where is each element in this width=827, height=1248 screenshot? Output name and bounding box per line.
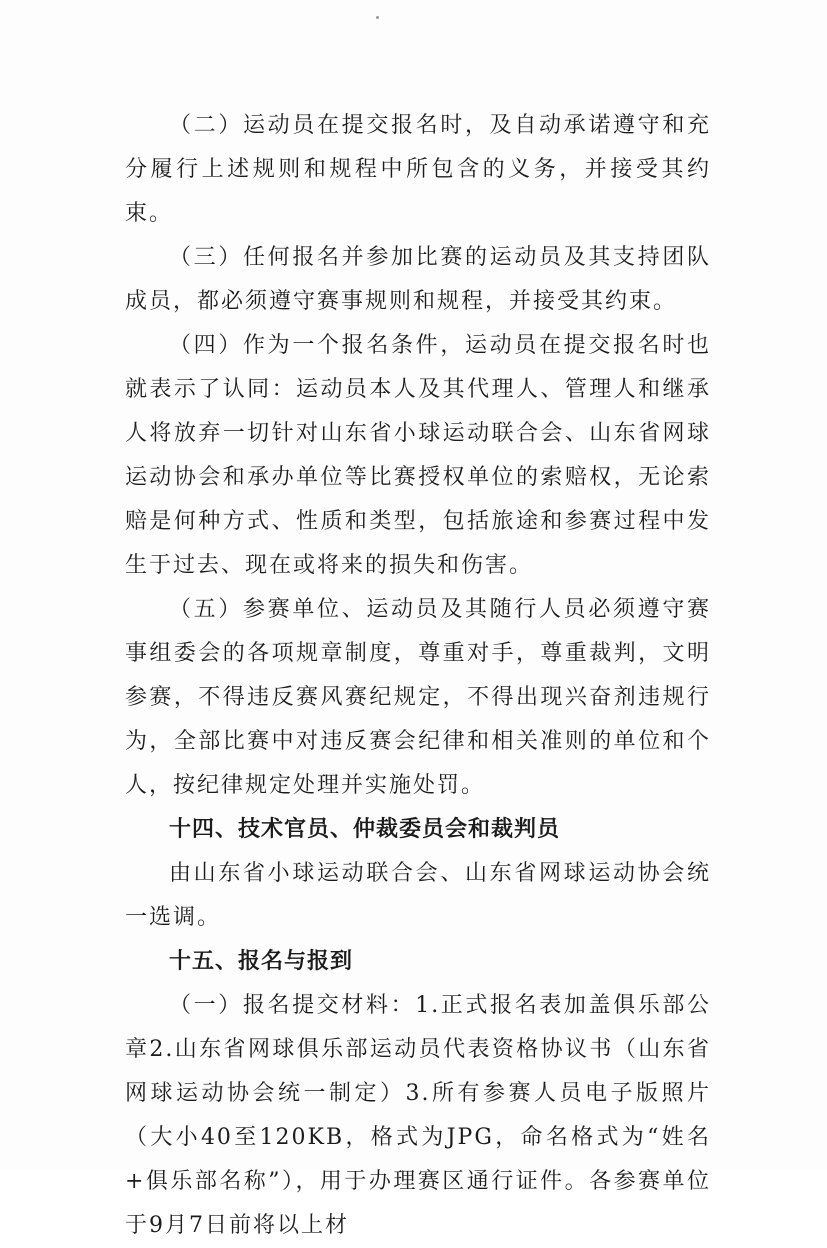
section-heading-15: 十五、报名与报到	[169, 949, 354, 974]
paragraph-4: （四）作为一个报名条件，运动员在提交报名时也就表示了认同：运动员本人及其代理人、管理人和继承人将放弃一切针对山东省小球运动联合会、山东省网球运动协会和承办单位等比赛授权单位的索赔权，无论索赔是何种方式、性质和类型，包括旅途和参赛过程中发生于过去、现在或将来的损失和伤害。	[125, 333, 711, 578]
section-heading-14: 十四、技术官员、仲裁委员会和裁判员	[169, 817, 561, 842]
paragraph-5: （五）参赛单位、运动员及其随行人员必须遵守赛事组委会的各项规章制度，尊重对手，尊重裁判，文明参赛，不得违反赛风赛纪规定，不得出现兴奋剂违规行为，全部比赛中对违反赛会纪律和相关准则的单位和个人，按纪律规定处理并实施处罚。	[125, 597, 711, 798]
paragraph-registration-1: （一）报名提交材料：1.正式报名表加盖俱乐部公章2.山东省网球俱乐部运动员代表资格协议书（山东省网球运动协会统一制定）3.所有参赛人员电子版照片（大小40至120KB，格式为JPG，命名格式为“姓名+俱乐部名称”），用于办理赛区通行证件。各参赛单位于9月7日前将以上材	[125, 993, 711, 1238]
scan-mark	[376, 16, 379, 19]
paragraph-officials: 由山东省小球运动联合会、山东省网球运动协会统一选调。	[125, 861, 711, 930]
document-body	[125, 104, 711, 1248]
paragraph-2: （二）运动员在提交报名时，及自动承诺遵守和充分履行上述规则和规程中所包含的义务，并接受其约束。	[125, 113, 711, 226]
paragraph-3: （三）任何报名并参加比赛的运动员及其支持团队成员，都必须遵守赛事规则和规程，并接受其约束。	[125, 245, 711, 314]
